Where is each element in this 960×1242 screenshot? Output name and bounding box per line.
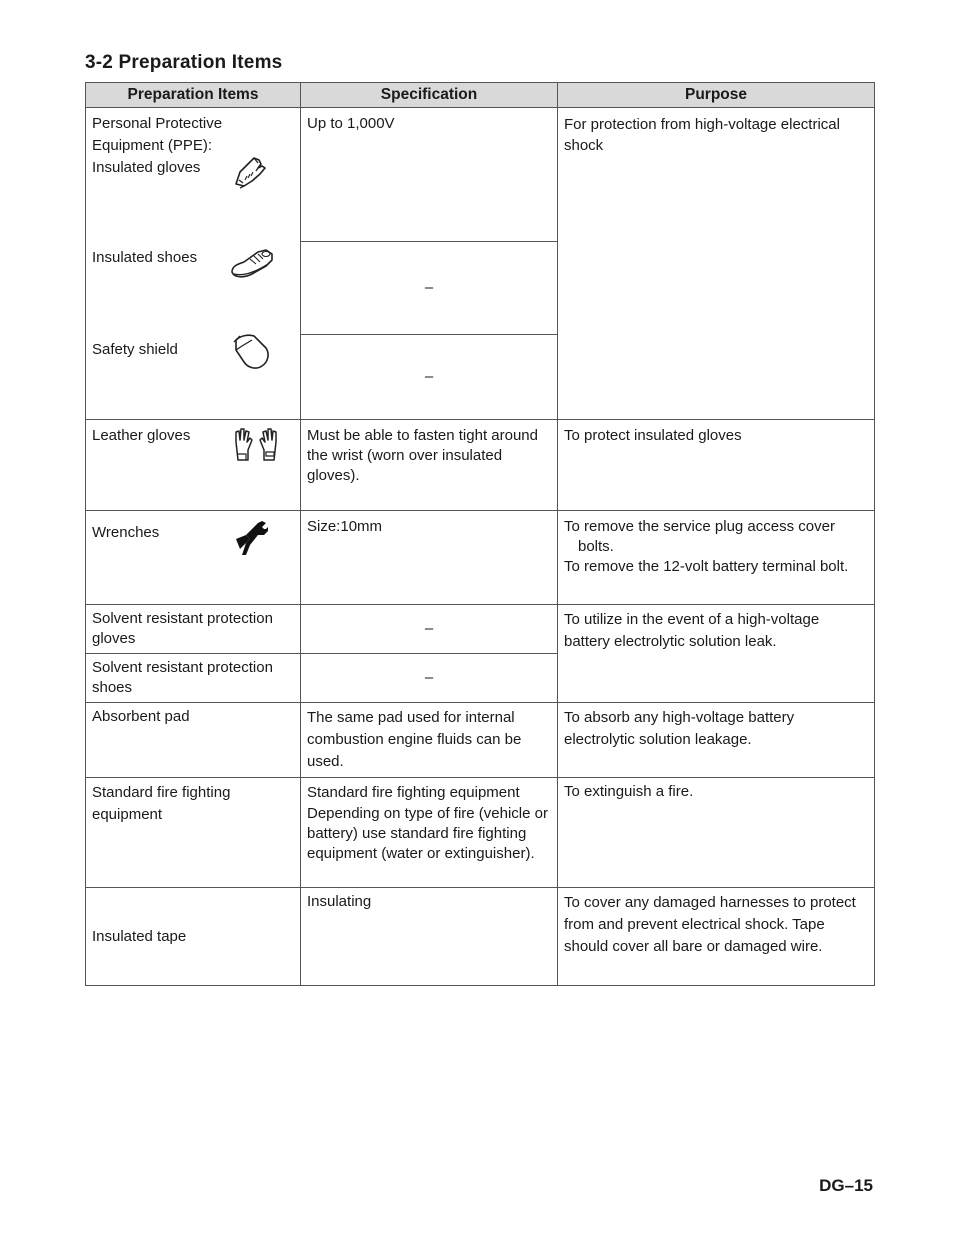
leather-gloves-label: Leather gloves bbox=[92, 427, 191, 444]
solvent-shoes-spec: – bbox=[301, 654, 558, 703]
safety-shield-icon bbox=[230, 332, 274, 372]
absorbent-pad-spec: The same pad used for internal combustion engine fluids can be used. bbox=[301, 703, 558, 778]
header-purpose: Purpose bbox=[558, 83, 875, 108]
leather-gloves-purpose: To protect insulated gloves bbox=[558, 420, 875, 511]
absorbent-pad-purpose: To absorb any high-voltage battery electrolytic solution leakage. bbox=[558, 703, 875, 778]
table-row-wrenches bbox=[86, 511, 875, 605]
fire-fighting-purpose: To extinguish a fire. bbox=[558, 778, 875, 888]
insulated-glove-icon bbox=[230, 154, 274, 190]
ppe-item-label: Safety shield bbox=[92, 341, 178, 358]
fire-fighting-spec bbox=[301, 778, 558, 888]
page-number: DG–15 bbox=[819, 1176, 873, 1195]
wrench-icon bbox=[232, 517, 272, 557]
table-header-row bbox=[86, 83, 875, 108]
leather-gloves-cell bbox=[86, 420, 301, 511]
solvent-purpose: To utilize in the event of a high-voltage battery electrolytic solution leak. bbox=[558, 605, 875, 703]
leather-gloves-icon bbox=[232, 426, 280, 466]
header-specification: Specification bbox=[301, 83, 558, 108]
ppe-purpose-cell bbox=[558, 108, 875, 420]
fire-fighting-spec-2: Depending on type of fire (vehicle or battery) use standard fire fighting equipment (water or extinguisher). bbox=[307, 805, 548, 862]
leather-gloves-spec: Must be able to fasten tight around the wrist (worn over insulated gloves). bbox=[301, 420, 558, 511]
section-title: 3-2 Preparation Items bbox=[85, 52, 283, 73]
preparation-items-table bbox=[85, 82, 875, 986]
insulated-tape-label: Insulated tape bbox=[86, 888, 301, 986]
ppe-item-label: Insulated gloves bbox=[92, 159, 201, 176]
ppe-item-label: Insulated shoes bbox=[92, 249, 198, 266]
table-row-ppe-gloves bbox=[86, 108, 875, 242]
fire-fighting-label: Standard fire fighting equipment bbox=[86, 778, 301, 888]
ppe-item-gloves bbox=[92, 158, 294, 248]
insulated-shoe-icon bbox=[228, 242, 278, 280]
ppe-shield-spec: – bbox=[301, 335, 558, 420]
wrenches-spec: Size:10mm bbox=[301, 511, 558, 605]
insulated-tape-purpose: To cover any damaged harnesses to protect from and prevent electrical shock. Tape should cover all bare or damaged wire. bbox=[558, 888, 875, 986]
table-row-solvent-gloves bbox=[86, 605, 875, 654]
ppe-gloves-spec: Up to 1,000V bbox=[301, 108, 558, 242]
wrenches-purpose bbox=[558, 511, 875, 605]
wrenches-purpose-2: To remove the 12-volt battery terminal bolt. bbox=[564, 558, 849, 575]
wrenches-cell bbox=[86, 511, 301, 605]
table-row-leather-gloves bbox=[86, 420, 875, 511]
ppe-item-shoes bbox=[92, 248, 294, 340]
ppe-purpose: For protection from high-voltage electrical shock bbox=[564, 116, 840, 154]
solvent-gloves-label: Solvent resistant protection gloves bbox=[86, 605, 301, 654]
table-row-insulated-tape bbox=[86, 888, 875, 986]
fire-fighting-spec-1: Standard fire fighting equipment bbox=[307, 784, 520, 801]
table-row-fire-fighting bbox=[86, 778, 875, 888]
absorbent-pad-label: Absorbent pad bbox=[86, 703, 301, 778]
header-preparation-items: Preparation Items bbox=[86, 83, 301, 108]
insulated-tape-spec: Insulating bbox=[301, 888, 558, 986]
solvent-gloves-spec: – bbox=[301, 605, 558, 654]
ppe-item-shield bbox=[92, 340, 294, 400]
ppe-title-line2: Equipment (PPE): bbox=[92, 137, 213, 154]
ppe-title-line1: Personal Protective bbox=[92, 115, 223, 132]
ppe-items-cell bbox=[86, 108, 301, 420]
wrenches-purpose-1: To remove the service plug access cover bolts. bbox=[564, 518, 835, 555]
table-row-absorbent-pad bbox=[86, 703, 875, 778]
ppe-shoes-spec: – bbox=[301, 242, 558, 335]
solvent-shoes-label: Solvent resistant protection shoes bbox=[86, 654, 301, 703]
wrenches-label: Wrenches bbox=[92, 524, 160, 541]
